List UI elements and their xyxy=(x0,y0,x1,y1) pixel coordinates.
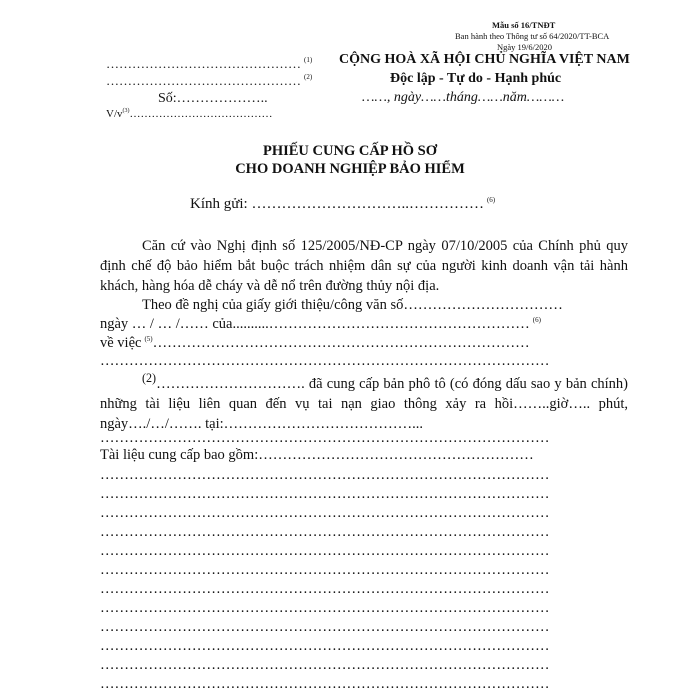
footnote-marker: (2) xyxy=(142,371,157,385)
blank-line: ………………………………………………………………………………… xyxy=(100,430,550,446)
footnote-marker: (1) xyxy=(304,56,313,64)
subject-matter-line: về việc $^{(5)}$…………………………………………………………………… xyxy=(100,335,530,351)
document-number: Số:……………….. xyxy=(158,91,268,106)
blank-line: ………………………………………………………………………………… xyxy=(100,619,550,635)
document-title-line-1: PHIẾU CUNG CẤP HỒ SƠ xyxy=(262,143,437,159)
national-motto: Độc lập - Tự do - Hạnh phúc xyxy=(390,71,562,86)
date-line: ……, ngày……tháng……năm……… xyxy=(362,90,565,105)
subject-line: $V/v^{(3)}\dots\dots\dots\dots\dots\dots\dots\dots\dots\dots\dots\dots\dots$ xyxy=(106,108,273,120)
blank-line: ………………………………………………………………………………… xyxy=(100,543,550,559)
blank-line: ………………………………………………………………………………… xyxy=(100,505,550,521)
blank-line: ………………………………………………………………………………… xyxy=(100,524,550,540)
footnote-marker: (3) xyxy=(122,108,130,114)
recipient-line: Kính gửi: …………………………..…………… $^{(6)}$ xyxy=(190,196,496,212)
issued-date: Ngày 19/6/2020 xyxy=(497,42,553,52)
blank-line: ………………………………………………………………………………… xyxy=(100,353,550,369)
blank-line: ………………………………………………………………………………… xyxy=(100,562,550,578)
footnote-marker: (5) xyxy=(144,335,153,343)
legal-basis-paragraph: Căn cứ vào Nghị định số 125/2005/NĐ-CP ngày 07/10/2005 của Chính phủ quy định chế độ bảo hiểm bắt buộc trách nhiệm dân sự của người kinh doanh vận tải hành khách, hàng hóa dễ cháy và dễ nổ trên đường thủy nội địa. xyxy=(100,238,628,294)
org-line-1: ……………………………………… $^{(1)}$ xyxy=(106,56,313,71)
blank-line: ………………………………………………………………………………… xyxy=(100,638,550,654)
document-title-line-2: CHO DOANH NGHIỆP BẢO HIỂM xyxy=(235,161,465,177)
blank-line: ………………………………………………………………………………… xyxy=(100,657,550,673)
blank-line: ………………………………………………………………………………… xyxy=(100,600,550,616)
footnote-marker: (6) xyxy=(532,316,541,324)
blank-line: ………………………………………………………………………………… xyxy=(100,467,550,483)
blank-line: ………………………………………………………………………………… xyxy=(100,486,550,502)
nation-name: CỘNG HOÀ XÃ HỘI CHỦ NGHĨA VIỆT NAM xyxy=(339,52,630,67)
form-number: Mẫu số 16/TNĐT xyxy=(492,20,556,30)
provision-paragraph: $^{(2)}$…………………………. đã cung cấp bản phô tô (có đóng dấu sao y bản chính) những tài liệu liên quan đến vụ tai nạn giao thông xảy ra hồi……..giờ….. phút, ngày…./…/……. tại:…………………………………... xyxy=(100,371,628,432)
request-reference-line: Theo đề nghị của giấy giới thiệu/công văn số…………………………… xyxy=(142,297,563,313)
issued-by: Ban hành theo Thông tư số 64/2020/TT-BCA xyxy=(455,31,610,41)
request-date-line: ngày … / … /…… của..........……………………………………………… $^{(6)}$ xyxy=(100,316,541,332)
blank-line: ………………………………………………………………………………… xyxy=(100,676,550,692)
footnote-marker: (6) xyxy=(486,196,496,204)
documents-provided-line: Tài liệu cung cấp bao gồm:………………………………………………… xyxy=(100,447,534,463)
blank-line: ………………………………………………………………………………… xyxy=(100,581,550,597)
org-line-2: ……………………………………… $^{(2)}$ xyxy=(106,73,313,88)
footnote-marker: (2) xyxy=(304,73,313,81)
